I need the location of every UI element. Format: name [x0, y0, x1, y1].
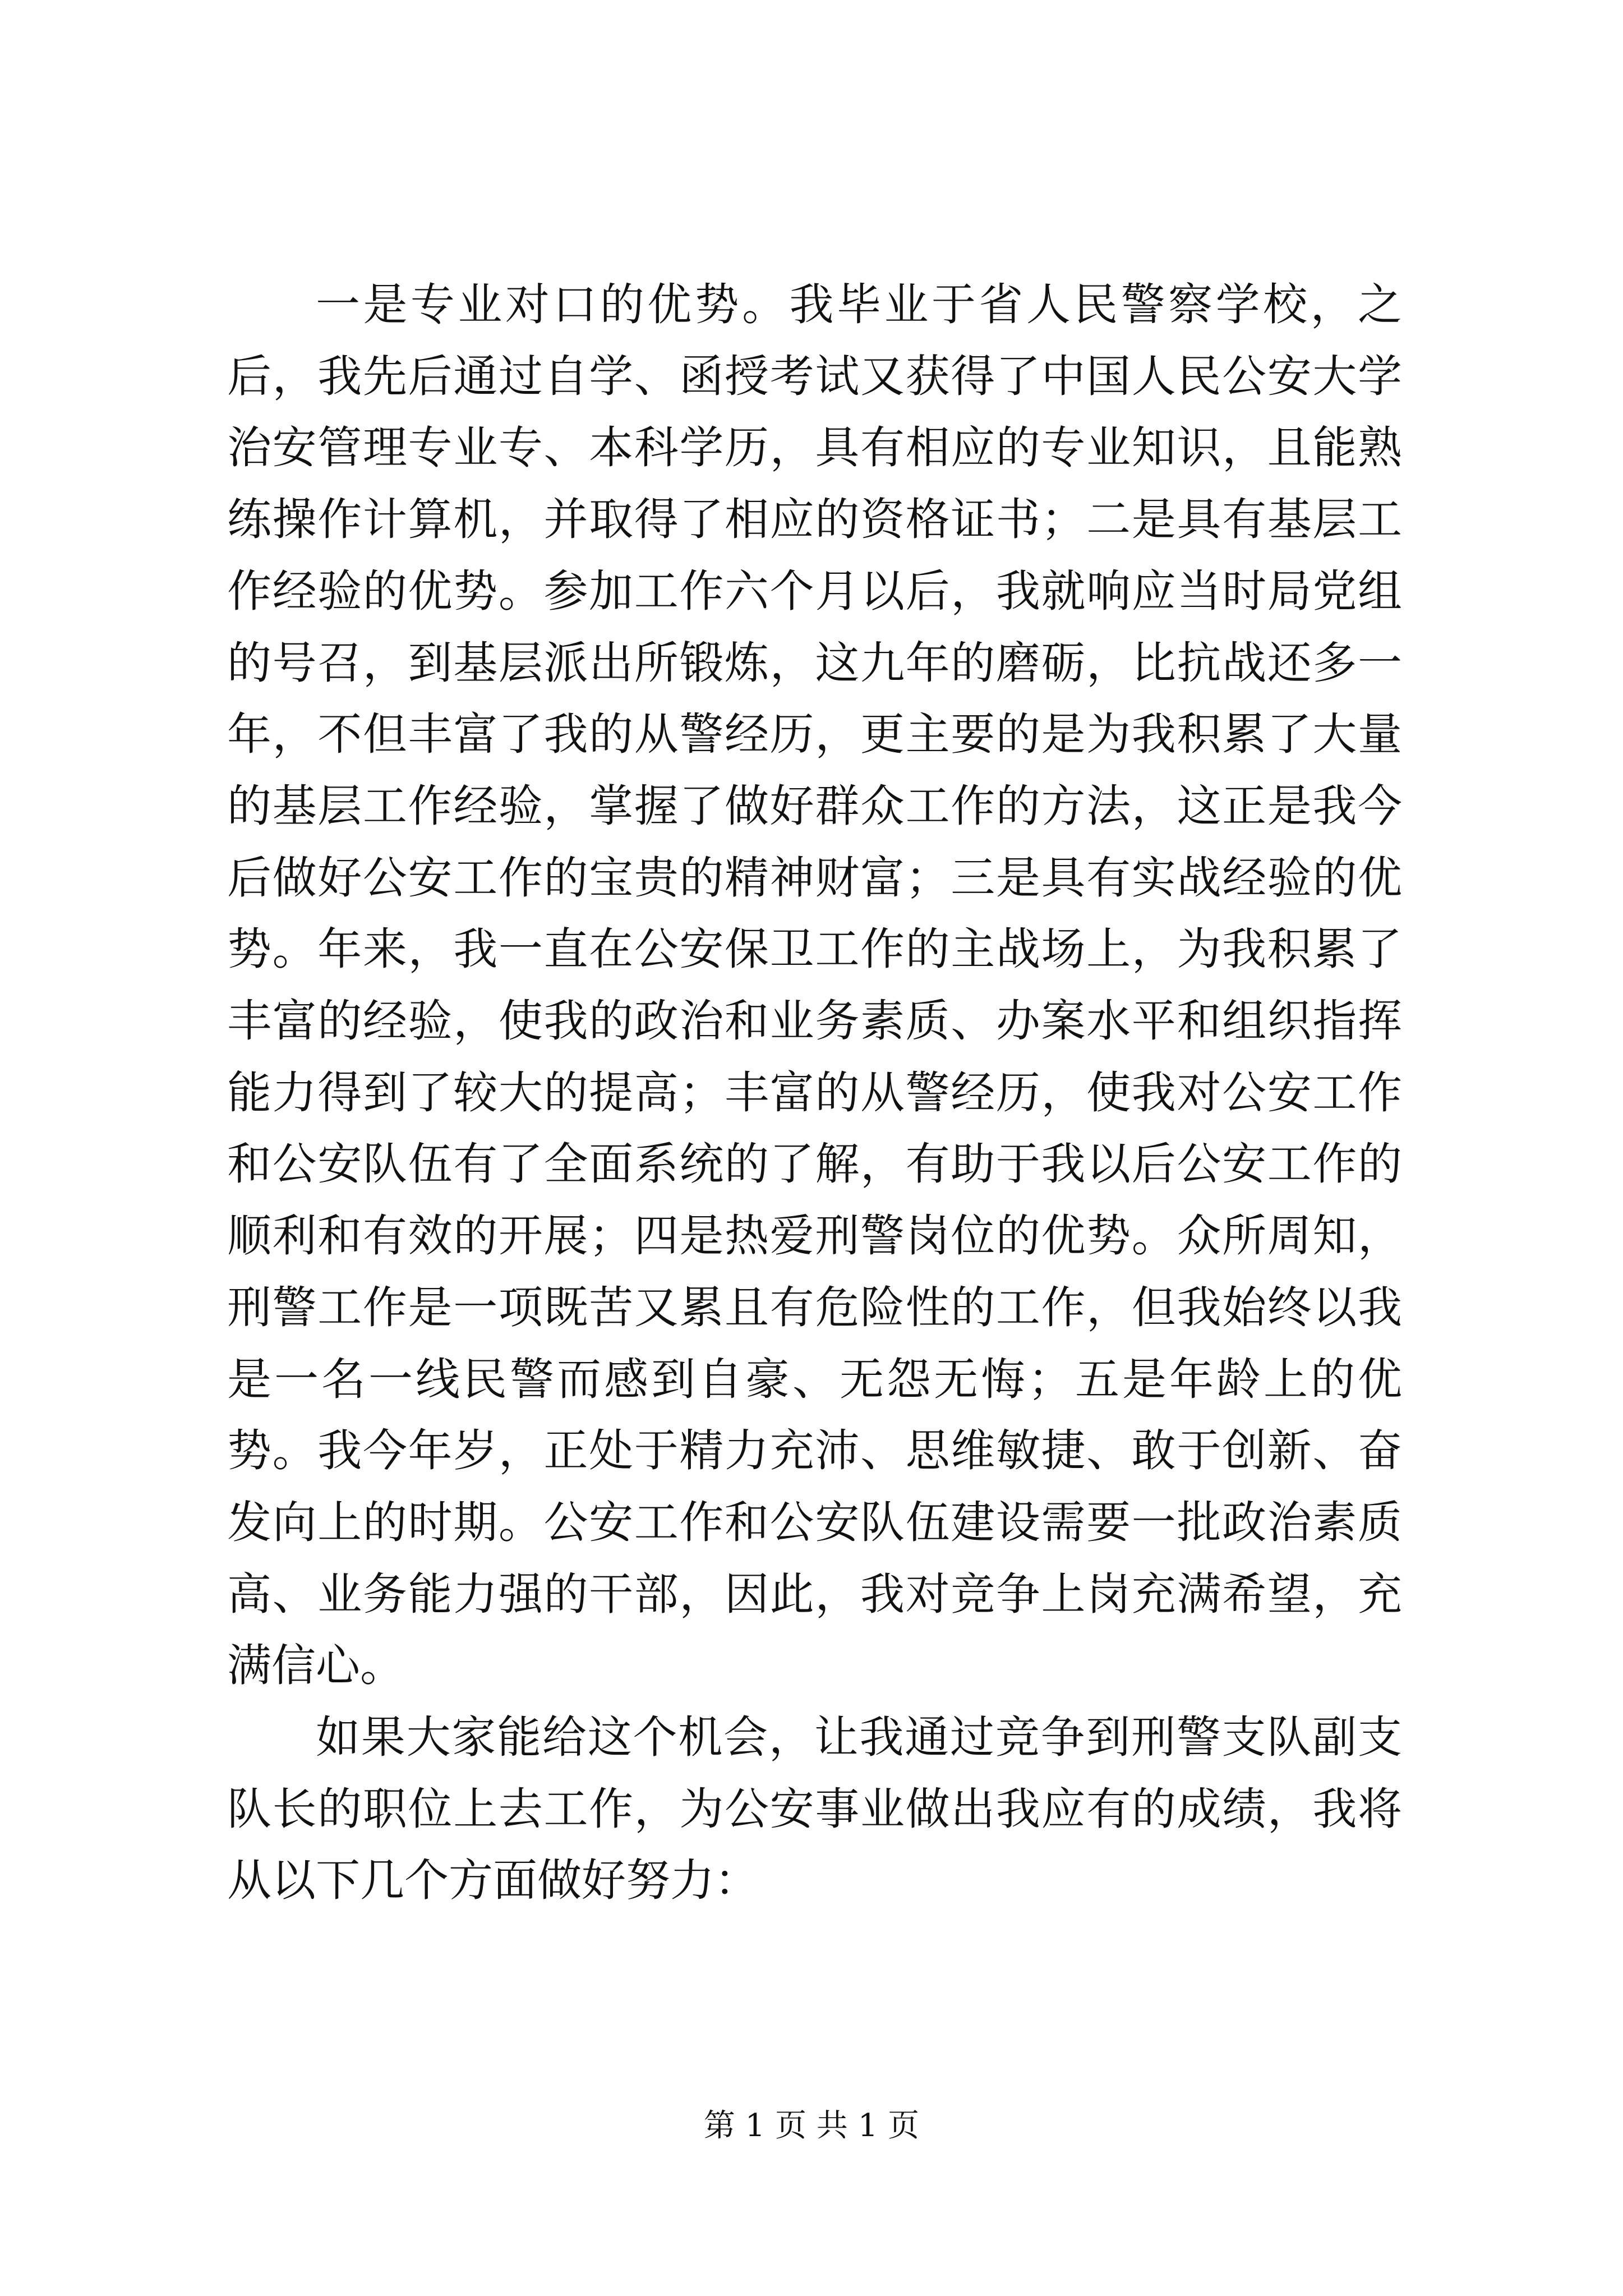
document-body — [227, 269, 1402, 1917]
page-footer: 第 1 页 共 1 页 — [703, 2108, 920, 2144]
paragraph-commitment: 如果大家能给这个机会，让我通过竞争到刑警支队副支队长的职位上去工作，为公安事业做出我应有的成绩，我将从以下几个方面做好努力： — [227, 1711, 1402, 1907]
paragraph-advantages: 一是专业对口的优势。我毕业于省人民警察学校，之后，我先后通过自学、函授考试又获得了中国人民公安大学治安管理专业专、本科学历，具有相应的专业知识，且能熟练操作计算机，并取得了相应的资格证书；二是具有基层工作经验的优势。参加工作六个月以后，我就响应当时局党组的号召，到基层派出所锻炼，这九年的磨砺，比抗战还多一年，不但丰富了我的从警经历，更主要的是为我积累了大量的基层工作经验，掌握了做好群众工作的方法，这正是我今后做好公安工作的宝贵的精神财富；三是具有实战经验的优势。年来，我一直在公安保卫工作的主战场上，为我积累了丰富的经验，使我的政治和业务素质、办案水平和组织指挥能力得到了较大的提高；丰富的从警经历，使我对公安工作和公安队伍有了全面系统的了解，有助于我以后公安工作的顺利和有效的开展；四是热爱刑警岗位的优势。众所周知，刑警工作是一项既苦又累且有危险性的工作，但我始终以我是一名一线民警而感到自豪、无怨无悔；五是年龄上的优势。我今年岁，正处于精力充沛、思维敏捷、敢于创新、奋发向上的时期。公安工作和公安队伍建设需要一批政治素质高、业务能力强的干部，因此，我对竞争上岗充满希望，充满信心。 — [227, 279, 1402, 1692]
